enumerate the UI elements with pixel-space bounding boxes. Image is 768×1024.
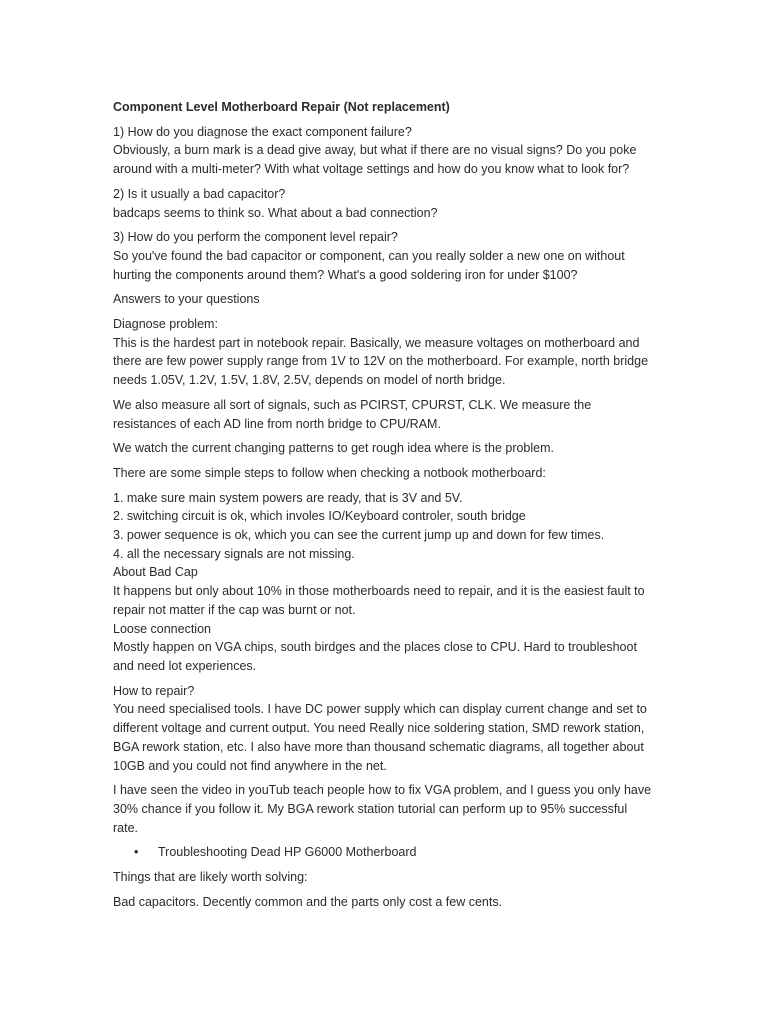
- text-line: 1) How do you diagnose the exact component failure?: [113, 124, 412, 139]
- list-item: [113, 843, 658, 862]
- paragraph: [113, 228, 658, 284]
- text-line: Loose connection: [113, 621, 211, 636]
- text-line: hurting the components around them? What's a good soldering iron for under $100?: [113, 267, 578, 282]
- text-line: We also measure all sort of signals, such as PCIRST, CPURST, CLK. We measure the: [113, 397, 592, 412]
- body-paragraphs: [113, 123, 658, 838]
- paragraph: [113, 123, 658, 179]
- text-line: badcaps seems to think so. What about a bad connection?: [113, 205, 438, 220]
- text-line: 2. switching circuit is ok, which involes IO/Keyboard controler, south bridge: [113, 509, 526, 524]
- text-line: 4. all the necessary signals are not missing.: [113, 546, 355, 561]
- text-line: there are few power supply range from 1V to 12V on the motherboard. For example, north bridge: [113, 354, 649, 369]
- paragraph: [113, 682, 658, 776]
- text-line: 2) Is it usually a bad capacitor?: [113, 186, 286, 201]
- paragraph: [113, 464, 658, 483]
- text-line: Things that are likely worth solving:: [113, 870, 308, 885]
- text-line: rate.: [113, 820, 139, 835]
- text-line: around with a multi-meter? With what voltage settings and how do you know what to look for?: [113, 162, 630, 177]
- text-line: BGA rework station, etc. I also have more than thousand schematic diagrams, all together about: [113, 739, 644, 754]
- paragraph: [113, 781, 658, 837]
- text-line: 3. power sequence is ok, which you can see the current jump up and down for few times.: [113, 528, 605, 543]
- text-line: How to repair?: [113, 683, 195, 698]
- text-line: So you've found the bad capacitor or component, can you really solder a new one on without: [113, 248, 625, 263]
- text-line: There are some simple steps to follow when checking a notbook motherboard:: [113, 465, 546, 480]
- bullet-icon: •: [134, 845, 139, 860]
- paragraph: [113, 868, 658, 887]
- closing-paragraphs: [113, 868, 658, 911]
- paragraph: [113, 439, 658, 458]
- paragraph: [113, 290, 658, 309]
- text-line: Mostly happen on VGA chips, south birdges and the places close to CPU. Hard to troubleshoot: [113, 640, 637, 655]
- bullet-list: [113, 843, 658, 862]
- text-line: resistances of each AD line from north bridge to CPU/RAM.: [113, 416, 441, 431]
- text-line: We watch the current changing patterns to get rough idea where is the problem.: [113, 441, 554, 456]
- paragraph: [113, 489, 658, 676]
- text-line: You need specialised tools. I have DC power supply which can display current change and set to: [113, 702, 647, 717]
- text-line: 30% chance if you follow it. My BGA rework station tutorial can perform up to 95% successful: [113, 801, 628, 816]
- paragraph: [113, 315, 658, 390]
- paragraph: [113, 396, 658, 433]
- document-page: [113, 98, 658, 917]
- document-title: Component Level Motherboard Repair (Not replacement): [113, 100, 450, 114]
- text-line: Answers to your questions: [113, 292, 260, 307]
- text-line: repair not matter if the cap was burnt or not.: [113, 602, 356, 617]
- text-line: This is the hardest part in notebook repair. Basically, we measure voltages on motherboard and: [113, 335, 640, 350]
- text-line: Diagnose problem:: [113, 317, 218, 332]
- text-line: and need lot experiences.: [113, 658, 257, 673]
- list-item-text: Troubleshooting Dead HP G6000 Motherboard: [158, 845, 417, 860]
- text-line: About Bad Cap: [113, 565, 198, 580]
- text-line: different voltage and current output. You need Really nice soldering station, SMD rework station,: [113, 721, 645, 736]
- text-line: 10GB and you could not find anywhere in the net.: [113, 758, 387, 773]
- text-line: It happens but only about 10% in those motherboards need to repair, and it is the easiest fault to: [113, 584, 645, 599]
- text-line: 1. make sure main system powers are ready, that is 3V and 5V.: [113, 490, 463, 505]
- paragraph: [113, 893, 658, 912]
- text-line: 3) How do you perform the component level repair?: [113, 230, 398, 245]
- text-line: Bad capacitors. Decently common and the parts only cost a few cents.: [113, 894, 503, 909]
- text-line: Obviously, a burn mark is a dead give away, but what if there are no visual signs? Do you poke: [113, 143, 637, 158]
- text-line: needs 1.05V, 1.2V, 1.5V, 1.8V, 2.5V, depends on model of north bridge.: [113, 373, 506, 388]
- text-line: I have seen the video in youTub teach people how to fix VGA problem, and I guess you only have: [113, 783, 652, 798]
- paragraph: [113, 185, 658, 222]
